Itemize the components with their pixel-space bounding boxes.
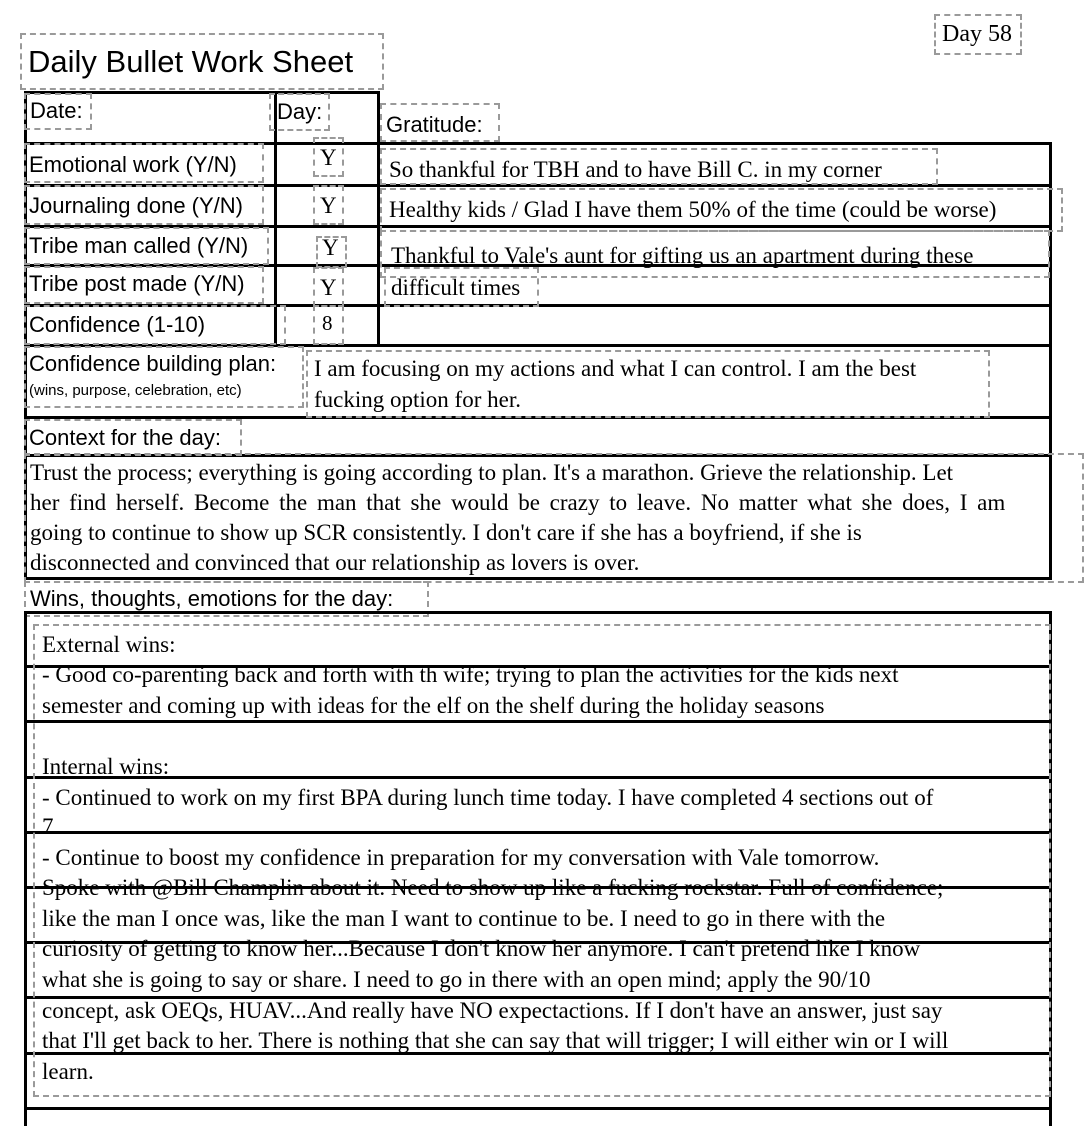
notes-line[interactable]: - Continue to boost my confidence in preparation for my conversation with Vale tomorrow.: [42, 845, 880, 870]
confidence-plan-line[interactable]: I am focusing on my actions and what I can control. I am the best: [314, 356, 917, 381]
internal-wins-heading: Internal wins:: [42, 754, 170, 779]
checklist-value-journaling-done[interactable]: Y: [320, 193, 337, 218]
context-line[interactable]: Trust the process; everything is going according to plan. It's a marathon. Grieve the relationship. Let: [30, 460, 954, 485]
gratitude-entry[interactable]: Healthy kids / Glad I have them 50% of the time (could be worse): [389, 197, 997, 222]
gratitude-entry[interactable]: Thankful to Vale's aunt for gifting us an apartment during these: [391, 243, 974, 268]
checklist-label-confidence: Confidence (1-10): [29, 312, 206, 337]
context-label: Context for the day:: [29, 425, 221, 450]
gratitude-label: Gratitude:: [386, 112, 483, 137]
grid-line: [24, 611, 1052, 614]
checklist-value-confidence[interactable]: 8: [322, 311, 333, 335]
checklist-label-emotional-work: Emotional work (Y/N): [29, 152, 237, 177]
day-counter: Day 58: [942, 21, 1012, 47]
notes-line[interactable]: concept, ask OEQs, HUAV...And really have NO expectactions. If I don't have an answer, just say: [42, 998, 943, 1023]
checklist-value-emotional-work[interactable]: Y: [320, 145, 337, 170]
internal-wins-line[interactable]: - Continued to work on my first BPA during lunch time today. I have completed 4 sections out of: [42, 785, 934, 810]
date-label: Date:: [30, 98, 83, 123]
checklist-label-tribe-man-called: Tribe man called (Y/N): [29, 233, 249, 258]
external-wins-line[interactable]: semester and coming up with ideas for the elf on the shelf during the holiday seasons: [42, 693, 825, 718]
context-line[interactable]: going to continue to show up SCR consistently. I don't care if she has a boyfriend, if she is: [30, 520, 862, 545]
wins-label: Wins, thoughts, emotions for the day:: [30, 586, 394, 611]
external-wins-heading: External wins:: [42, 632, 176, 657]
page-title: Daily Bullet Work Sheet: [28, 44, 354, 79]
notes-line-strikethrough[interactable]: Spoke with @Bill Champlin about it. Need to show up like a fucking rockstar. Full of confidence;: [42, 875, 944, 900]
context-line[interactable]: her find herself. Become the man that she would be crazy to leave. No matter what she does, I am: [30, 490, 1006, 515]
notes-line[interactable]: what she is going to say or share. I need to go in there with an open mind; apply the 90/10: [42, 967, 871, 992]
grid-line: [24, 611, 27, 1126]
confidence-plan-label: Confidence building plan:: [29, 351, 277, 376]
date-field[interactable]: [95, 94, 271, 140]
notes-line[interactable]: like the man I once was, like the man I want to continue to be. I need to go in there with the: [42, 906, 886, 931]
confidence-plan-sublabel: (wins, purpose, celebration, etc): [29, 382, 242, 399]
checklist-value-tribe-post-made[interactable]: Y: [320, 275, 337, 300]
notes-line[interactable]: that I'll get back to her. There is nothing that she can say that will trigger; I will either win or I will: [42, 1028, 949, 1053]
internal-wins-line[interactable]: 7: [42, 814, 54, 839]
day-label: Day:: [277, 99, 323, 124]
confidence-plan-line[interactable]: fucking option for her.: [314, 387, 521, 412]
gratitude-entry[interactable]: difficult times: [391, 275, 521, 300]
checklist-label-tribe-post-made: Tribe post made (Y/N): [29, 271, 245, 296]
context-line[interactable]: disconnected and convinced that our relationship as lovers is over.: [30, 550, 640, 575]
external-wins-line[interactable]: - Good co-parenting back and forth with th wife; trying to plan the activities for the kids next: [42, 662, 899, 687]
checklist-label-journaling-done: Journaling done (Y/N): [29, 193, 244, 218]
checklist-value-tribe-man-called[interactable]: Y: [322, 235, 339, 260]
notes-line[interactable]: learn.: [42, 1059, 94, 1084]
notes-line[interactable]: curiosity of getting to know her...Because I don't know her anymore. I can't pretend like I know: [42, 936, 921, 961]
grid-line: [24, 1107, 1052, 1110]
day-field[interactable]: [332, 94, 375, 140]
gratitude-entry[interactable]: So thankful for TBH and to have Bill C. in my corner: [389, 157, 882, 182]
